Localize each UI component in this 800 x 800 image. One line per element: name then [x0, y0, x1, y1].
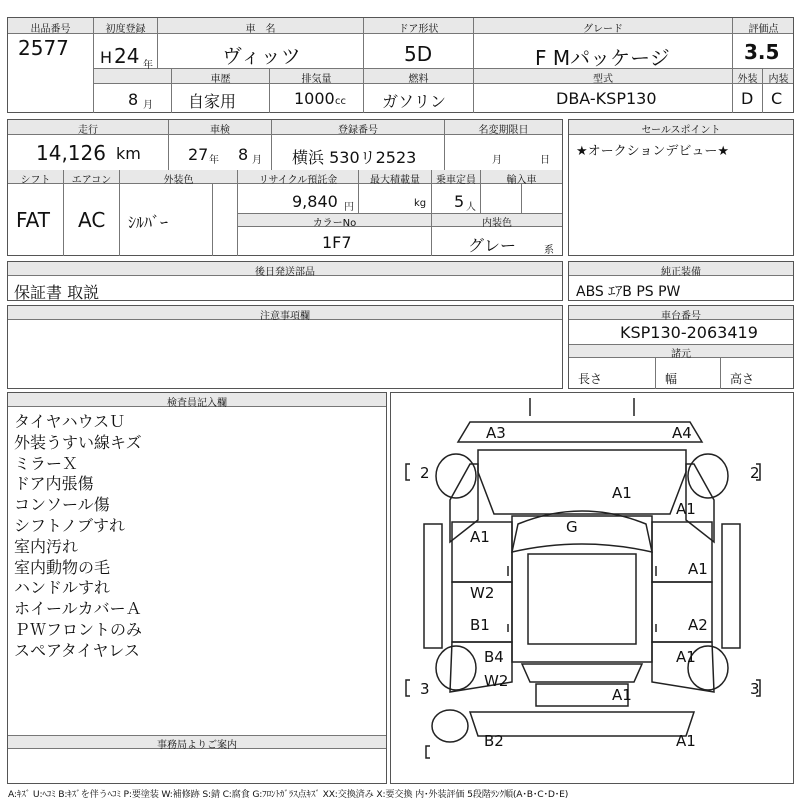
inspector-note: 室内汚れ	[14, 536, 79, 556]
int-color: グレー	[468, 236, 517, 255]
ac-label: エアコン	[71, 175, 112, 186]
recycle-fee: 9,840	[292, 192, 338, 211]
inspector-notes	[14, 412, 142, 662]
cc-unit: cc	[335, 96, 346, 107]
nc-day: 日	[540, 155, 550, 166]
inspector-note: ミラーＸ	[14, 453, 79, 473]
kg-unit: kg	[414, 198, 427, 209]
body-color: ｼﾙﾊﾞｰ	[128, 213, 169, 232]
tire-rear-right: 3	[750, 680, 760, 698]
tire-front-left: 2	[420, 464, 430, 482]
shift-label: シフト	[20, 175, 51, 186]
inspector-note: 室内動物の毛	[14, 557, 111, 577]
damage-front-left-corner: A3	[486, 424, 506, 442]
tire-rear-left: 3	[420, 680, 430, 698]
yen-unit: 円	[344, 202, 354, 213]
year-unit: 年	[143, 60, 153, 71]
fuel-label: 燃料	[408, 74, 429, 85]
inspection-month-unit: 月	[252, 155, 262, 166]
inspector-note: コンソール傷	[14, 495, 110, 515]
reg-number: 横浜 530リ2523	[292, 148, 417, 167]
mileage: 14,126	[36, 141, 106, 165]
inspector-note: ＰＷフロントのみ	[14, 619, 143, 639]
color-no: 1F7	[322, 233, 352, 252]
int-color-label: 内装色	[482, 218, 512, 229]
inspector-note: スペアタイヤレス	[14, 640, 140, 660]
name-change-label: 名変期限日	[478, 125, 529, 136]
sales-point-label: セールスポイント	[641, 125, 721, 136]
damage-windshield: G	[566, 518, 578, 536]
capacity-label: 乗車定員	[436, 175, 476, 186]
history: 自家用	[188, 92, 237, 111]
damage-rear-bumper-left: B2	[484, 732, 504, 750]
grade: F Mパッケージ	[535, 46, 670, 70]
load-label: 最大積載量	[370, 175, 420, 186]
ac: AC	[78, 208, 106, 232]
displacement: 1000	[294, 89, 335, 108]
caution-label: 注意事項欄	[260, 311, 310, 322]
score-label: 評価点	[748, 24, 779, 35]
interior-label: 内装	[768, 74, 789, 85]
equipment: ABS ｴｱB PS PW	[576, 284, 681, 300]
spec-height: 高さ	[730, 372, 755, 386]
fuel: ガソリン	[382, 92, 447, 111]
car-diagram	[390, 392, 794, 784]
damage-rear-door-right: A2	[688, 616, 708, 634]
later-parts-label: 後日発送部品	[255, 267, 315, 278]
import-label: 輸入車	[506, 175, 537, 186]
inspector-note: 外装うすい線キズ	[14, 432, 142, 452]
person-unit: 人	[466, 202, 476, 213]
chassis-label: 車台番号	[661, 311, 701, 322]
lot-label: 出品番号	[30, 24, 71, 35]
damage-quarter-left-w: W2	[484, 672, 509, 690]
damage-quarter-left-b: B4	[484, 648, 504, 666]
specs-label: 諸元	[671, 349, 691, 360]
inspection-label: 車検	[210, 125, 230, 136]
interior-grade: C	[771, 89, 783, 108]
inspector-note: ハンドルすれ	[14, 578, 111, 598]
month-unit: 月	[143, 100, 153, 111]
damage-front-door-left: A1	[470, 528, 490, 546]
recycle-label: リサイクル預託金	[258, 175, 338, 186]
inspector-note: タイヤハウスＵ	[14, 412, 126, 431]
damage-front-door-right: A1	[688, 560, 708, 578]
grade-label: グレード	[583, 24, 623, 35]
reg-year: 24	[114, 44, 140, 68]
sales-point: ★オークションデビュー★	[576, 144, 730, 159]
displacement-label: 排気量	[301, 74, 332, 85]
equipment-label: 純正装備	[661, 267, 701, 278]
chassis-number: KSP130-2063419	[620, 323, 758, 342]
door-label: ドア形状	[398, 24, 439, 35]
first-reg-label: 初度登録	[105, 24, 146, 35]
inspector-note: ドア内張傷	[14, 474, 94, 494]
reg-number-label: 登録番号	[338, 125, 378, 136]
mileage-unit: km	[116, 144, 141, 163]
era: H	[100, 48, 113, 67]
lot-number: 2577	[18, 36, 69, 60]
damage-hood: A1	[612, 484, 632, 502]
inspection-year: 27	[188, 145, 209, 164]
mileage-label: 走行	[78, 125, 98, 136]
legend: A:ｷｽﾞ U:ﾍｺﾐ B:ｷｽﾞを伴うﾍｺﾐ P:要塗装 W:補修跡 S:錆 C:腐食 G:ﾌﾛﾝﾄｶﾞﾗｽ点ｷｽﾞ XX:交換済み X:要交換 内･外装評価 5段階ﾗﾝｸ順(A･B･C･D･E)	[8, 789, 569, 800]
score: 3.5	[744, 40, 780, 64]
door-type: 5D	[404, 42, 433, 66]
int-color-unit: 系	[544, 245, 554, 256]
spec-length: 長さ	[578, 372, 603, 386]
later-parts: 保証書 取説	[14, 283, 100, 302]
inspector-note: ホイールカバーＡ	[14, 599, 142, 619]
capacity: 5	[454, 192, 465, 211]
damage-front-right-corner: A4	[672, 424, 692, 442]
model-label: 型式	[593, 74, 613, 85]
damage-rear-door-left-w: W2	[470, 584, 495, 602]
office-label: 事務局よりご案内	[157, 740, 237, 751]
shift: FAT	[16, 208, 51, 232]
damage-rear-bumper-right: A1	[676, 732, 696, 750]
inspection-month: 8	[238, 145, 249, 164]
inspector-label: 検査員記入欄	[167, 398, 227, 409]
reg-month: 8	[128, 90, 139, 109]
name-label: 車 名	[245, 24, 276, 35]
damage-rear-door-left-b: B1	[470, 616, 490, 634]
damage-tailgate: A1	[612, 686, 632, 704]
color-no-label: カラーNo	[312, 218, 357, 229]
tire-front-right: 2	[750, 464, 760, 482]
car-name: ヴィッツ	[222, 44, 301, 68]
exterior-grade: D	[741, 89, 754, 108]
exterior-label: 外装	[737, 74, 758, 85]
history-label: 車歴	[210, 74, 231, 85]
damage-fender-right: A1	[676, 500, 696, 518]
nc-month: 月	[492, 155, 502, 166]
inspection-year-unit: 年	[209, 155, 219, 166]
color-label: 外装色	[163, 175, 194, 186]
model-code: DBA-KSP130	[556, 89, 657, 108]
damage-quarter-right: A1	[676, 648, 696, 666]
spec-width: 幅	[665, 372, 678, 386]
inspector-note: シフトノブすれ	[14, 515, 126, 535]
